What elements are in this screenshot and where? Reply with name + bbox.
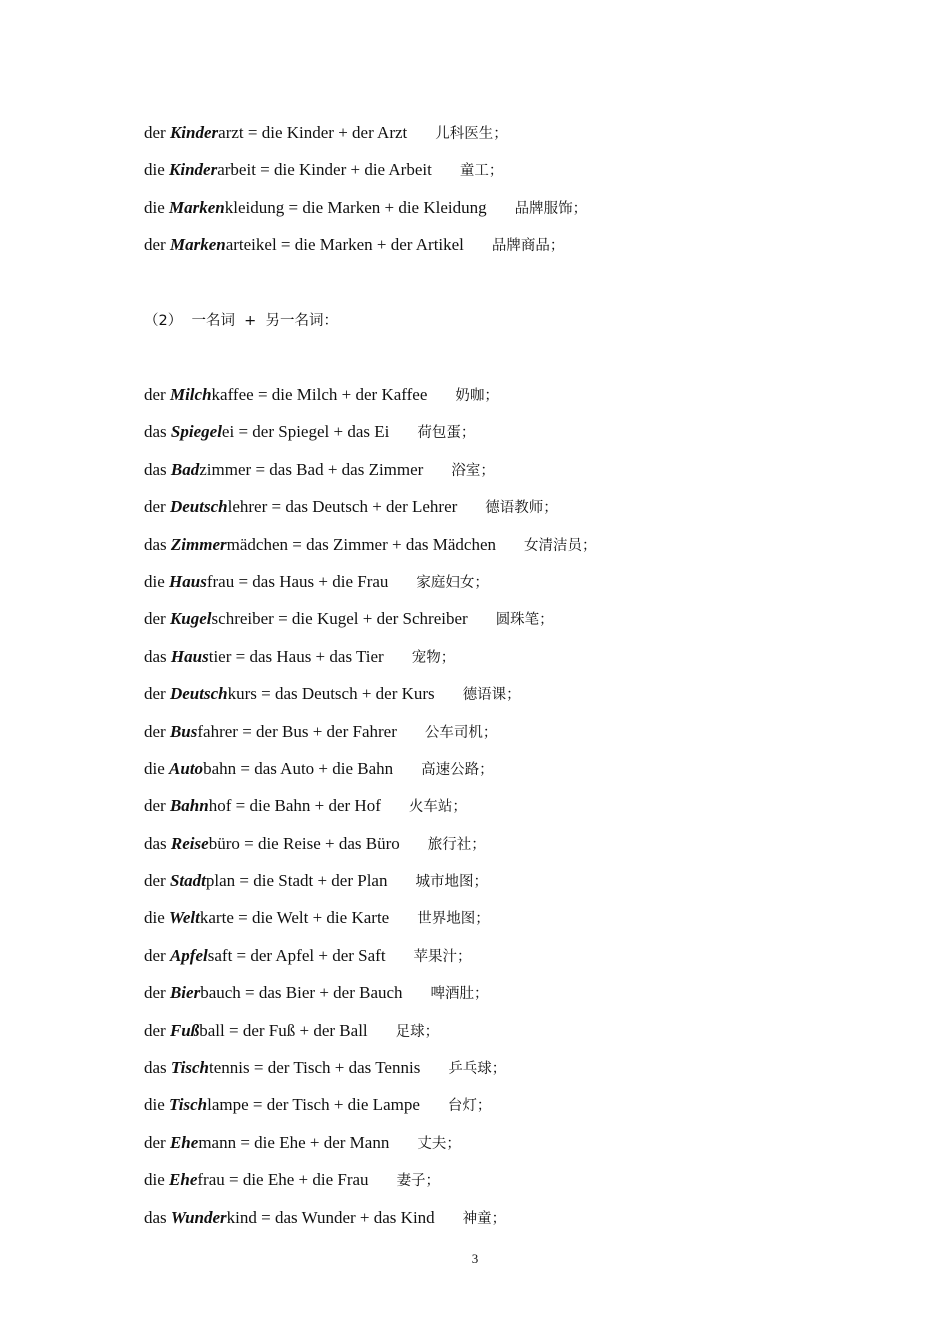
compound-remainder: kind [226, 1207, 257, 1227]
article: das [144, 459, 167, 479]
compound-stem: Apfel [169, 945, 208, 965]
article: das [144, 1058, 167, 1078]
article: der [144, 721, 166, 741]
compound-entry [144, 1131, 864, 1168]
compound-formula: = die Bahn + der Hof [231, 796, 381, 816]
compound-remainder: bauch [200, 983, 241, 1003]
compound-formula: = die Kugel + der Schreiber [273, 609, 468, 629]
compound-formula: = die Kinder + die Arbeit [255, 160, 432, 180]
compound-stem: Bus [169, 721, 198, 741]
compound-formula: = die Stadt + der Plan [235, 871, 388, 891]
compound-entry [144, 645, 864, 682]
compound-remainder: kurs [227, 684, 257, 704]
chinese-gloss: 童工； [459, 163, 504, 180]
article: der [144, 871, 166, 891]
compound-remainder: lehrer [227, 497, 268, 517]
chinese-gloss: 品牌商品； [491, 238, 565, 255]
compound-formula: = die Ehe + die Frau [224, 1170, 369, 1190]
compound-stem: Bier [169, 983, 201, 1003]
compound-remainder: tier [208, 646, 232, 666]
compound-formula: = die Kinder + der Arzt [243, 123, 408, 142]
compound-formula: = das Bad + das Zimmer [251, 459, 424, 479]
article: das [144, 422, 167, 442]
compound-stem: Bad [170, 459, 200, 479]
compound-remainder: zimmer [199, 459, 252, 479]
compound-remainder: frau [197, 1170, 225, 1190]
article: die [144, 197, 165, 217]
compound-entry [144, 981, 864, 1018]
article: der [144, 235, 166, 255]
chinese-gloss: 苹果汁； [413, 948, 472, 965]
compound-remainder: arbeit [217, 160, 256, 180]
compound-stem: Spiegel [170, 422, 222, 442]
chinese-gloss: 荷包蛋； [417, 425, 476, 442]
compound-formula: = der Tisch + das Tennis [249, 1058, 421, 1078]
compound-remainder: arzt [218, 123, 244, 142]
compound-remainder: plan [205, 871, 236, 891]
compound-remainder: kaffee [211, 385, 254, 404]
compound-entry [144, 121, 864, 158]
compound-stem: Zimmer [170, 534, 227, 554]
chinese-gloss: 女清洁员； [524, 537, 597, 554]
article: das [144, 1207, 167, 1227]
compound-formula: = der Tisch + die Lampe [248, 1095, 420, 1115]
compound-stem: Deutsch [169, 497, 228, 517]
compound-formula: = das Deutsch + der Kurs [256, 684, 435, 704]
compound-remainder: lampe [207, 1095, 249, 1115]
compound-entry [144, 1206, 864, 1243]
compound-formula: = das Wunder + das Kind [256, 1207, 435, 1227]
compound-formula: = der Spiegel + das Ei [234, 422, 390, 442]
chinese-gloss: 足球； [395, 1023, 440, 1040]
compound-entry [144, 233, 864, 270]
article: der [144, 123, 166, 142]
compound-formula: = die Marken + die Kleidung [284, 197, 487, 217]
compound-stem: Tisch [169, 1095, 208, 1115]
compound-remainder: bahn [203, 758, 237, 778]
compound-formula: = der Fuß + der Ball [224, 1020, 368, 1040]
chinese-gloss: 高速公路； [421, 761, 494, 778]
compound-formula: = der Bus + der Fahrer [237, 721, 397, 741]
page-number: 3 [471, 1251, 479, 1266]
compound-formula: = die Ehe + der Mann [236, 1132, 390, 1152]
chinese-gloss: 妻子； [396, 1173, 441, 1190]
chinese-gloss: 奶咖； [455, 388, 499, 404]
compound-entry [144, 495, 864, 532]
compound-list-adjective-noun [144, 121, 864, 271]
compound-formula: = das Deutsch + der Lehrer [267, 497, 458, 517]
chinese-gloss: 品牌服饰； [514, 200, 588, 217]
compound-remainder: ball [199, 1020, 225, 1040]
chinese-gloss: 城市地图； [415, 874, 488, 891]
chinese-gloss: 丈夫； [417, 1135, 461, 1152]
compound-stem: Ehe [169, 1170, 198, 1190]
compound-entry [144, 832, 864, 869]
compound-remainder: kleidung [224, 197, 285, 217]
compound-entry [144, 720, 864, 757]
article: die [144, 571, 165, 591]
compound-formula: = das Haus + das Tier [231, 646, 384, 666]
compound-stem: Kinder [169, 123, 219, 142]
compound-formula: = das Zimmer + das Mädchen [288, 534, 497, 554]
compound-remainder: tennis [209, 1058, 250, 1078]
article: die [144, 908, 165, 928]
compound-entry [144, 420, 864, 457]
chinese-gloss: 德语课； [462, 687, 521, 704]
compound-formula: = die Reise + das Büro [239, 833, 400, 853]
article: die [144, 758, 165, 778]
chinese-gloss: 公车司机； [424, 724, 498, 741]
article: die [144, 1095, 165, 1115]
compound-entry [144, 1056, 864, 1093]
compound-formula: = der Apfel + der Saft [232, 945, 386, 965]
compound-entry [144, 944, 864, 981]
compound-stem: Kinder [169, 160, 218, 180]
compound-entry [144, 869, 864, 906]
compound-entry [144, 1168, 864, 1205]
article: der [144, 1020, 166, 1040]
article: die [144, 1170, 165, 1190]
compound-entry [144, 757, 864, 794]
article: der [144, 983, 166, 1003]
article: der [144, 1132, 166, 1152]
compound-stem: Tisch [170, 1058, 210, 1078]
article: die [144, 160, 165, 180]
compound-remainder: ei [221, 422, 235, 442]
chinese-gloss: 家庭妇女； [416, 574, 489, 591]
compound-stem: Marken [169, 235, 226, 255]
compound-remainder: saft [207, 945, 233, 965]
compound-formula: = das Bier + der Bauch [240, 983, 403, 1003]
compound-stem: Haus [169, 571, 207, 591]
chinese-gloss: 德语教师； [485, 500, 558, 517]
compound-stem: Fuß [169, 1020, 200, 1040]
article: das [144, 534, 167, 554]
chinese-gloss: 儿科医生； [435, 126, 508, 142]
compound-stem: Haus [170, 646, 209, 666]
chinese-gloss: 台灯； [447, 1098, 492, 1115]
compound-stem: Milch [169, 385, 212, 404]
compound-remainder: mädchen [226, 534, 288, 554]
compound-formula: = die Welt + die Karte [233, 908, 390, 928]
compound-remainder: mann [198, 1132, 237, 1152]
chinese-gloss: 乒乓球； [448, 1061, 507, 1078]
compound-formula: = das Auto + die Bahn [236, 758, 394, 778]
compound-remainder: schreiber [211, 609, 274, 629]
compound-entry [144, 1093, 864, 1130]
compound-stem: Welt [169, 908, 200, 928]
article: der [144, 385, 166, 404]
chinese-gloss: 宠物； [411, 649, 456, 666]
compound-entry [144, 533, 864, 570]
chinese-gloss: 啤酒肚； [430, 986, 489, 1003]
chinese-gloss: 旅行社； [427, 836, 486, 853]
chinese-gloss: 火车站； [408, 799, 467, 816]
compound-stem: Auto [169, 758, 204, 778]
article: der [144, 796, 166, 816]
compound-list-noun-noun [144, 383, 864, 1243]
compound-formula: = die Marken + der Artikel [276, 235, 464, 255]
compound-entry [144, 158, 864, 195]
compound-stem: Bahn [169, 796, 209, 816]
compound-entry [144, 607, 864, 644]
compound-formula: = die Milch + der Kaffee [253, 385, 428, 404]
compound-formula: = das Haus + die Frau [234, 571, 389, 591]
article: das [144, 646, 167, 666]
compound-stem: Wunder [170, 1207, 227, 1227]
section-heading: （2） 一名词 + 另一名词： [144, 313, 339, 329]
compound-remainder: karte [199, 908, 234, 928]
compound-remainder: hof [208, 796, 232, 816]
compound-remainder: fahrer [197, 721, 238, 741]
article: der [144, 609, 166, 629]
compound-remainder: büro [208, 833, 240, 853]
compound-entry [144, 1019, 864, 1056]
chinese-gloss: 世界地图； [417, 911, 490, 928]
compound-stem: Kugel [169, 609, 212, 629]
chinese-gloss: 神童； [462, 1210, 507, 1227]
compound-entry [144, 383, 864, 420]
article: der [144, 945, 166, 965]
compound-entry [144, 794, 864, 831]
compound-entry [144, 196, 864, 233]
compound-entry [144, 906, 864, 943]
article: das [144, 833, 167, 853]
compound-stem: Marken [169, 197, 225, 217]
compound-stem: Reise [170, 833, 209, 853]
article: der [144, 684, 166, 704]
compound-remainder: frau [206, 571, 235, 591]
compound-entry [144, 570, 864, 607]
compound-stem: Stadt [169, 871, 206, 891]
article: der [144, 497, 166, 517]
compound-entry [144, 458, 864, 495]
compound-remainder: arteikel [225, 235, 277, 255]
compound-stem: Deutsch [169, 684, 228, 704]
compound-stem: Ehe [169, 1132, 199, 1152]
chinese-gloss: 浴室； [451, 462, 495, 479]
chinese-gloss: 圆珠笔； [495, 612, 554, 629]
compound-entry [144, 682, 864, 719]
